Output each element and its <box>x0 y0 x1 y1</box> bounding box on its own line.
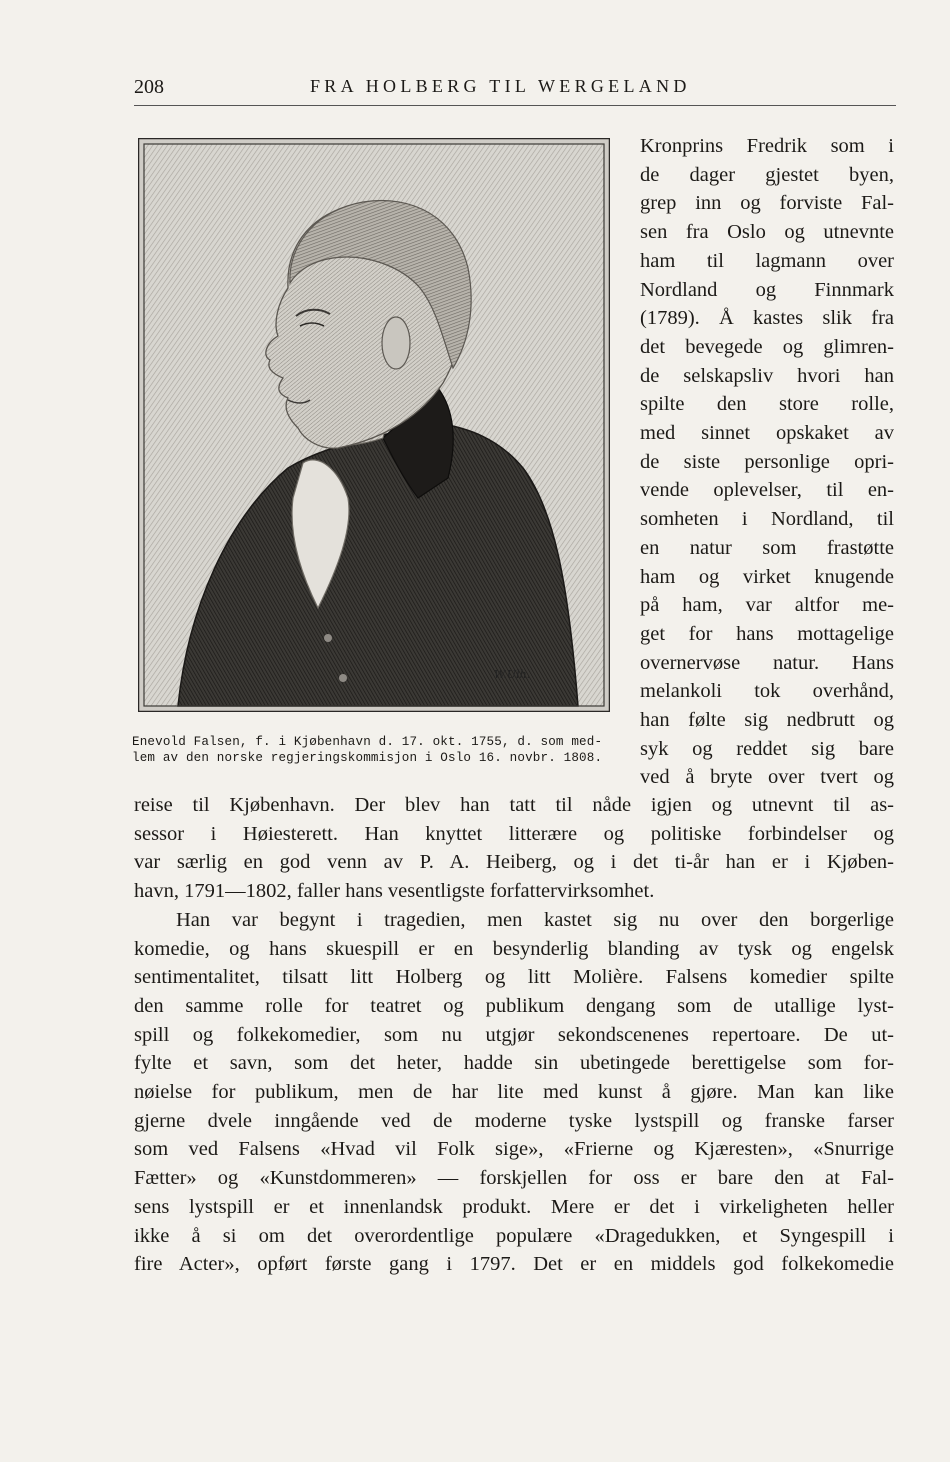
caption-line: lem av den norske regjeringskommisjon i Oslo 16. novbr. 1808. <box>132 751 603 765</box>
text-line: på ham, var altfor me- <box>640 594 894 617</box>
text-line: en natur som frastøtte <box>640 536 894 559</box>
text-line: havn, 1791—1802, faller hans vesentligste forfattervirksomhet. <box>134 880 655 903</box>
text-line: komedie, og hans skuespill er en besynderlig blanding av tysk og engelsk <box>134 937 894 960</box>
text-line: ham til lagmann over <box>640 249 894 272</box>
text-line: (1789). Å kastes slik fra <box>640 307 894 330</box>
text-line: de dager gjestet byen, <box>640 163 894 186</box>
text-line: fire Acter», opført første gang i 1797. Det er en middels god folkekomedie <box>134 1253 894 1276</box>
page-number: 208 <box>134 76 164 98</box>
text-line: med sinnet opskaket av <box>640 422 894 445</box>
text-line: sentimentalitet, tilsatt litt Holberg og litt Molière. Falsens komedier spilte <box>134 966 894 989</box>
text-line: fylte et savn, som det heter, hadde sin ubetingede berettigelse som for- <box>134 1052 894 1075</box>
text-line: de siste personlige opri- <box>640 450 894 473</box>
text-line: ikke å si om det overordentlige populære «Dragedukken, et Syngespill i <box>134 1224 894 1247</box>
text-line: sen fra Oslo og utnevnte <box>640 221 894 244</box>
header-rule <box>134 105 896 106</box>
text-line: var særlig en god venn av P. A. Heiberg, og i det ti-år han er i Kjøben- <box>134 851 894 874</box>
text-line: reise til Kjøbenhavn. Der blev han tatt til nåde igjen og utnevnt til as- <box>134 794 894 816</box>
text-line: som ved Falsens «Hvad vil Folk sige», «Frierne og Kjæresten», «Snurrige <box>134 1138 894 1161</box>
text-line: sens lystspill er et innenlandsk produkt. Mere er det i virkeligheten heller <box>134 1195 894 1218</box>
text-line: vende oplevelser, til en- <box>640 479 894 502</box>
running-title: FRA HOLBERG TIL WERGELAND <box>310 76 691 96</box>
text-line: somheten i Nordland, til <box>640 508 894 531</box>
text-line: Kronprins Fredrik som i <box>640 135 894 157</box>
text-line: den samme rolle for teatret og publikum dengang som de utallige lyst- <box>134 994 894 1017</box>
page-header <box>134 70 896 104</box>
text-line: de selskapsliv hvori han <box>640 364 894 387</box>
text-line: sessor i Høiesterett. Han knyttet litterære og politiske forbindelser og <box>134 822 894 845</box>
text-line: get for hans mottagelige <box>640 622 894 645</box>
text-line: nøielse for publikum, men de har lite med kunst å gjøre. Man kan like <box>134 1081 894 1104</box>
text-line: ham og virket knugende <box>640 565 894 588</box>
caption-line: Enevold Falsen, f. i Kjøbenhavn d. 17. okt. 1755, d. som med- <box>132 735 603 749</box>
side-column-text <box>640 132 894 792</box>
text-line: overnervøse natur. Hans <box>640 651 894 674</box>
text-line: Fætter» og «Kunstdommeren» — forskjellen for oss er bare den at Fal- <box>134 1167 894 1190</box>
text-line: det bevegede og glimren- <box>640 335 894 358</box>
text-line: spill og folkekomedier, som nu utgjør sekondscenenes repertoare. De ut- <box>134 1023 894 1046</box>
text-line: melankoli tok overhånd, <box>640 680 894 703</box>
text-line: ved å bryte over tvert og <box>640 766 894 789</box>
portrait-engraving <box>138 138 610 712</box>
text-line: syk og reddet sig bare <box>640 737 894 760</box>
artist-signature: W.Ulh. <box>494 668 531 681</box>
text-line: Han var begynt i tragedien, men kastet sig nu over den borgerlige <box>176 908 894 931</box>
full-width-text <box>134 791 894 1279</box>
text-line: grep inn og forviste Fal- <box>640 192 894 215</box>
text-line: Nordland og Finnmark <box>640 278 894 301</box>
text-line: han følte sig nedbrutt og <box>640 709 894 732</box>
figure-caption <box>132 734 622 766</box>
text-line: gjerne dvele inngående ved de moderne tyske lystspill og franske farser <box>134 1109 894 1132</box>
text-line: spilte den store rolle, <box>640 393 894 416</box>
portrait-figure <box>138 138 610 712</box>
